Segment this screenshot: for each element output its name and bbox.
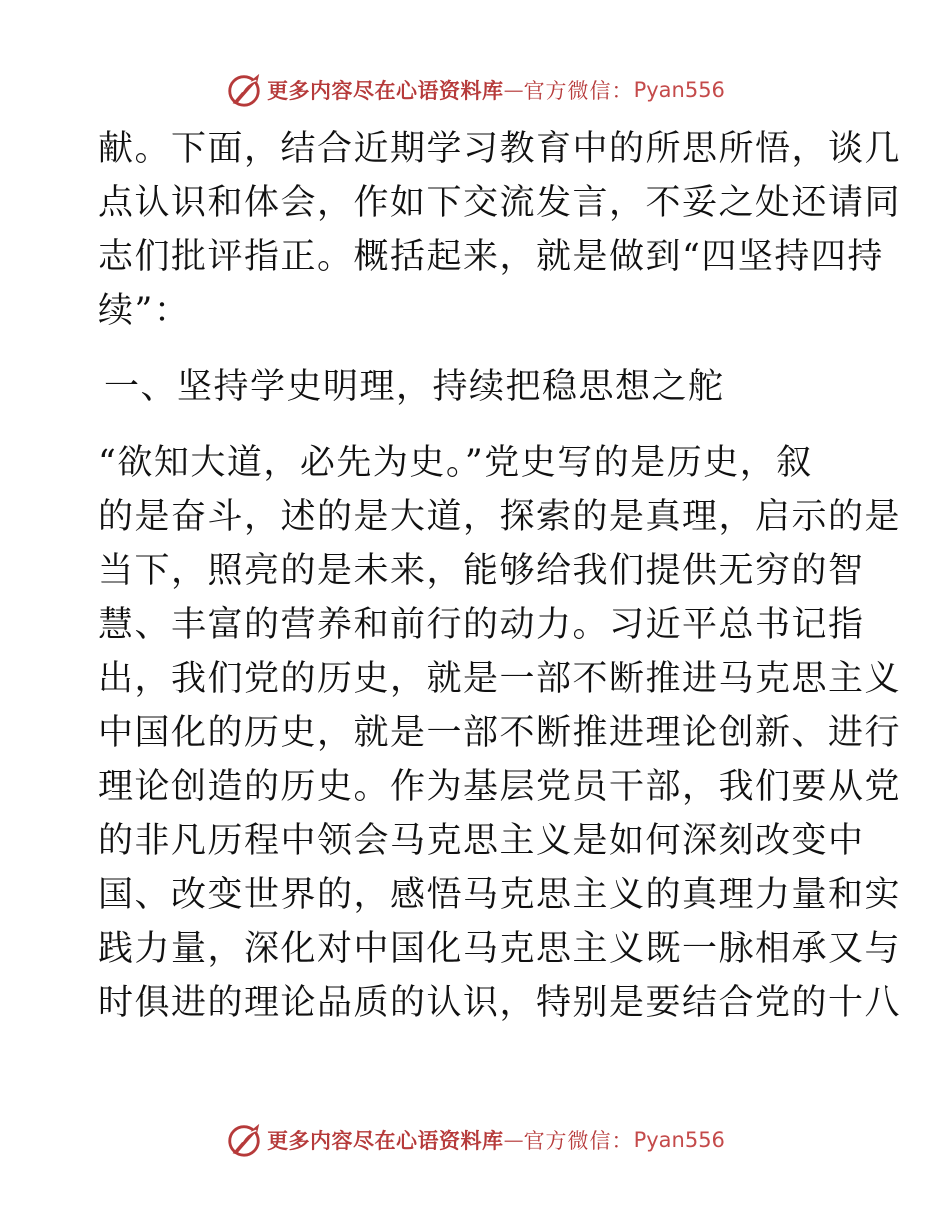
text-line: 的非凡历程中领会马克思主义是如何深刻改变中 bbox=[98, 821, 865, 861]
text-line: 践力量，深化对中国化马克思主义既一脉相承又与 bbox=[98, 929, 902, 969]
text-line: 理论创造的历史。作为基层党员干部，我们要从党 bbox=[98, 767, 902, 807]
text-line: 点认识和体会，作如下交流发言，不妥之处还请同 bbox=[98, 183, 902, 223]
text-line: 中国化的历史，就是一部不断推进理论创新、进行 bbox=[98, 713, 902, 753]
watermark-wechat-label: 官方微信： bbox=[523, 1129, 634, 1153]
quill-logo-icon bbox=[225, 1121, 263, 1159]
text-line: 时俱进的理论品质的认识，特别是要结合党的十八 bbox=[98, 983, 902, 1023]
quill-logo-icon bbox=[225, 71, 263, 109]
watermark-wechat-id: Pyan556 bbox=[633, 1128, 725, 1152]
watermark-header bbox=[0, 70, 950, 110]
watermark-wechat-label: 官方微信： bbox=[523, 79, 634, 103]
section-heading: 一、坚持学史明理，持续把稳思想之舵 bbox=[104, 367, 725, 407]
watermark-wechat-id: Pyan556 bbox=[633, 78, 725, 102]
document-body bbox=[98, 122, 902, 1030]
watermark-site-name: 更多内容尽在心语资料库 bbox=[267, 78, 504, 103]
text-line: 慧、丰富的营养和前行的动力。习近平总书记指 bbox=[98, 605, 865, 645]
watermark-site-name: 更多内容尽在心语资料库 bbox=[267, 1128, 504, 1153]
paragraph-body bbox=[98, 436, 902, 1030]
text-line: 出，我们党的历史，就是一部不断推进马克思主义 bbox=[98, 659, 902, 699]
text-line: 当下，照亮的是未来，能够给我们提供无穷的智 bbox=[98, 551, 865, 591]
text-line: 献。下面，结合近期学习教育中的所思所悟，谈几 bbox=[98, 129, 902, 169]
text-line: “欲知大道，必先为史。”党史写的是历史，叙 bbox=[98, 443, 813, 483]
text-line: 国、改变世界的，感悟马克思主义的真理力量和实 bbox=[98, 875, 902, 915]
watermark-separator: — bbox=[503, 78, 524, 102]
text-line: 的是奋斗，述的是大道，探索的是真理，启示的是 bbox=[98, 497, 902, 537]
paragraph-continuation bbox=[98, 122, 902, 338]
text-line: 续”： bbox=[98, 291, 191, 331]
watermark-separator: — bbox=[503, 1128, 524, 1152]
watermark-footer bbox=[0, 1120, 950, 1160]
text-line: 志们批评指正。概括起来，就是做到“四坚持四持 bbox=[98, 237, 884, 277]
